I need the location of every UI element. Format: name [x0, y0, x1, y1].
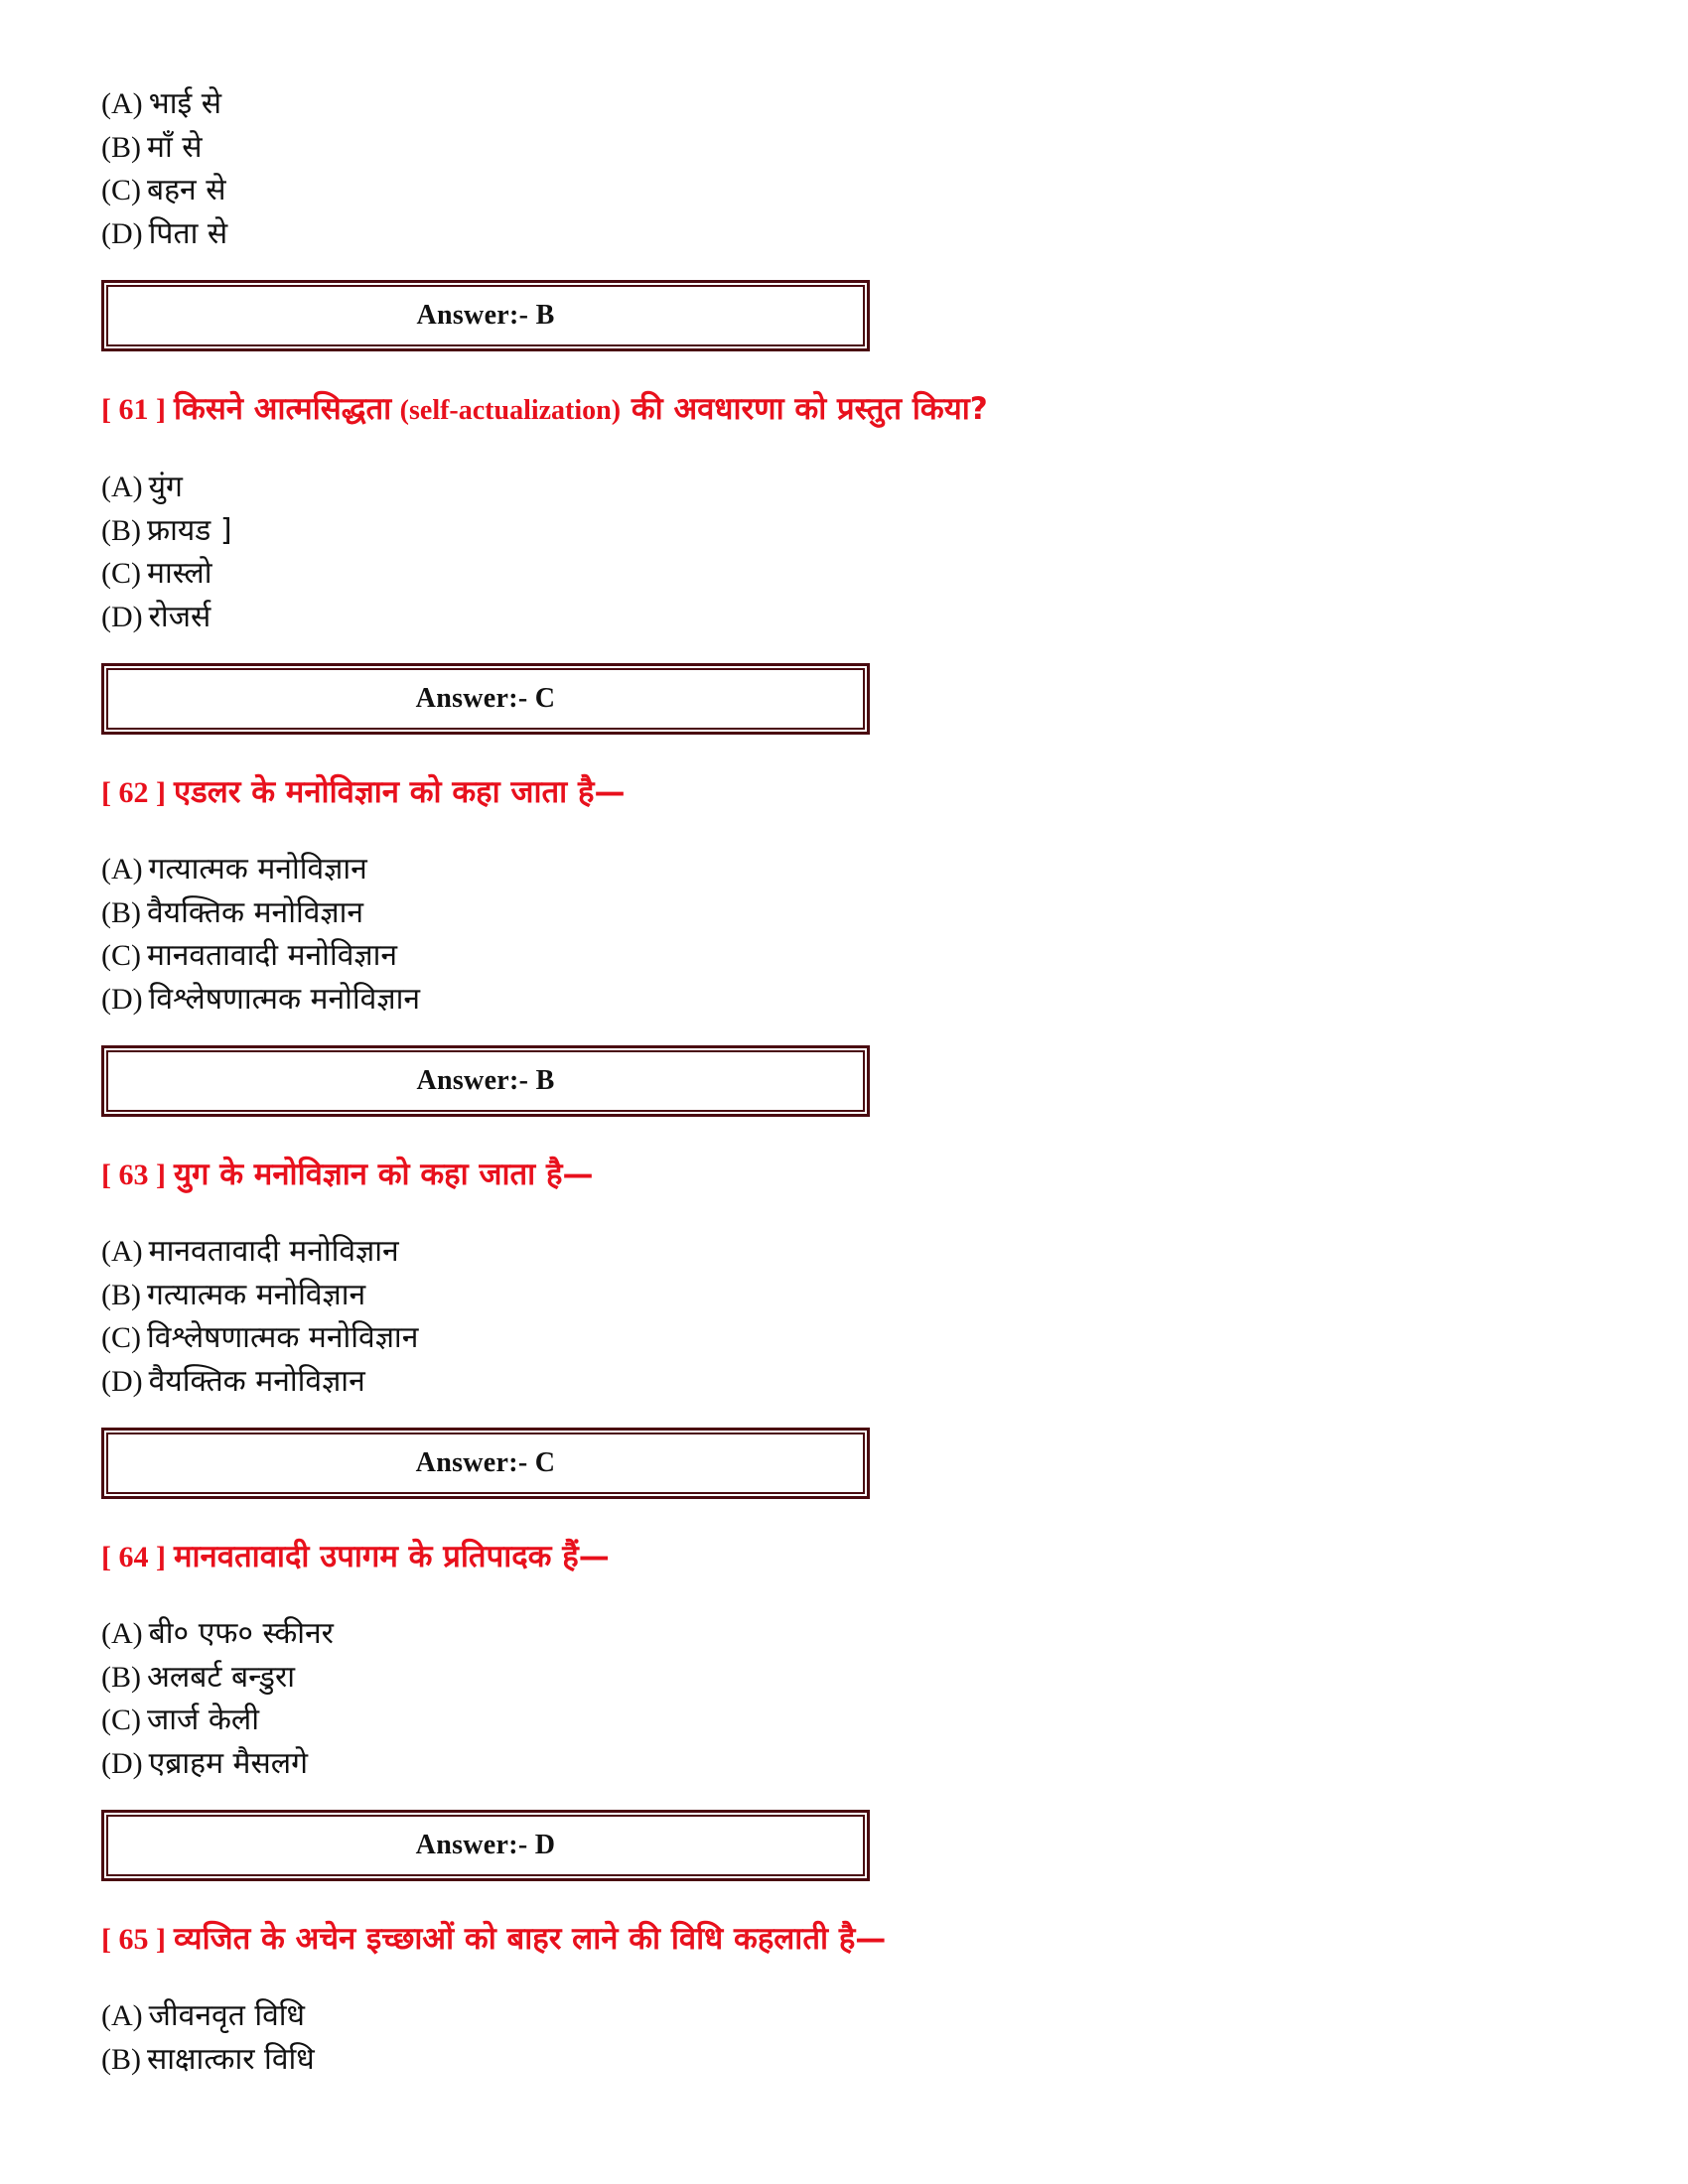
question-title	[101, 1537, 1591, 1577]
option-letter: (C)	[101, 557, 141, 590]
option-letter: (A)	[101, 1617, 143, 1650]
option-b	[101, 890, 1591, 934]
question-block-61	[101, 389, 1591, 735]
option-letter: (C)	[101, 1321, 141, 1354]
question-text: किसने आत्मसिद्धता	[173, 391, 392, 427]
options-list	[101, 1611, 1591, 1784]
option-text: मानवतावादी मनोविज्ञान	[148, 1234, 399, 1269]
option-letter: (A)	[101, 853, 143, 886]
option-letter: (B)	[101, 1278, 141, 1311]
option-text: विश्लेषणात्मक मनोविज्ञान	[148, 981, 421, 1017]
option-text: पिता से	[148, 215, 228, 251]
option-c	[101, 551, 1591, 595]
question-block-64	[101, 1537, 1591, 1881]
option-text: गत्यात्मक मनोविज्ञान	[147, 1277, 366, 1312]
option-letter: (B)	[101, 513, 141, 547]
option-c	[101, 168, 1591, 211]
option-a	[101, 81, 1591, 125]
answer-label: Answer:- D	[106, 1815, 865, 1876]
option-text: रोजर्स	[148, 599, 211, 634]
answer-label: Answer:- C	[106, 668, 865, 730]
option-text: फ्रायड ]	[147, 512, 232, 548]
options-list	[101, 81, 1591, 254]
options-list	[101, 1229, 1591, 1402]
option-text: विश्लेषणात्मक मनोविज्ञान	[147, 1320, 419, 1355]
question-number: [ 62 ]	[101, 776, 166, 809]
option-text: युंग	[148, 470, 183, 504]
option-d	[101, 977, 1591, 1021]
question-title	[101, 389, 1591, 431]
option-d	[101, 1741, 1591, 1785]
option-a	[101, 1611, 1591, 1655]
option-text: एब्राहम मैसलगे	[148, 1745, 309, 1781]
option-letter: (A)	[101, 87, 143, 120]
question-text: युग के मनोविज्ञान को कहा जाता है—	[173, 1157, 594, 1192]
question-number: [ 65 ]	[101, 1923, 166, 1956]
option-letter: (A)	[101, 1235, 143, 1268]
option-letter: (A)	[101, 471, 143, 503]
option-letter: (D)	[101, 600, 143, 633]
question-block-62	[101, 772, 1591, 1117]
option-b	[101, 508, 1591, 552]
option-d	[101, 595, 1591, 638]
option-letter: (D)	[101, 1364, 143, 1398]
option-a	[101, 1229, 1591, 1273]
answer-label: Answer:- B	[106, 1050, 865, 1112]
question-text: व्यजित के अचेन इच्छाओं को बाहर लाने की विधि कहलाती है—	[173, 1921, 887, 1957]
option-text: वैयक्तिक मनोविज्ञान	[147, 894, 364, 930]
option-a	[101, 465, 1591, 508]
option-letter: (A)	[101, 1999, 143, 2032]
option-b	[101, 1273, 1591, 1316]
option-letter: (D)	[101, 216, 143, 250]
option-text: गत्यात्मक मनोविज्ञान	[148, 852, 367, 887]
option-d	[101, 1359, 1591, 1403]
option-letter: (B)	[101, 895, 141, 929]
option-c	[101, 1698, 1591, 1741]
option-text: मानवतावादी मनोविज्ञान	[147, 938, 398, 973]
question-block-65	[101, 1919, 1591, 2080]
question-title	[101, 772, 1591, 813]
option-b	[101, 125, 1591, 169]
question-text-latin: (self-actualization)	[399, 395, 622, 426]
options-list	[101, 847, 1591, 1020]
question-text-after: की अवधारणा को प्रस्तुत किया?	[621, 391, 988, 427]
answer-label: Answer:- C	[106, 1433, 865, 1494]
question-title	[101, 1155, 1591, 1195]
options-list	[101, 1993, 1591, 2080]
option-d	[101, 211, 1591, 255]
option-letter: (C)	[101, 939, 141, 972]
question-text: एडलर के मनोविज्ञान को कहा जाता है—	[173, 774, 626, 810]
option-text: वैयक्तिक मनोविज्ञान	[148, 1363, 365, 1399]
option-text: मास्लो	[147, 556, 212, 591]
option-c	[101, 933, 1591, 977]
question-block-63	[101, 1155, 1591, 1499]
answer-box	[101, 1428, 870, 1499]
option-a	[101, 847, 1591, 890]
question-number: [ 63 ]	[101, 1159, 166, 1191]
document-page	[101, 81, 1591, 2080]
answer-box	[101, 1045, 870, 1117]
option-letter: (D)	[101, 982, 143, 1016]
option-text: साक्षात्कार विधि	[147, 2041, 315, 2077]
option-text: जार्ज केली	[147, 1703, 259, 1737]
question-title	[101, 1919, 1591, 1960]
option-c	[101, 1315, 1591, 1359]
question-block-partial	[101, 81, 1591, 351]
option-text: भाई से	[148, 86, 222, 121]
option-letter: (B)	[101, 130, 141, 164]
question-text: मानवतावादी उपागम के प्रतिपादक हैं—	[173, 1539, 610, 1574]
answer-label: Answer:- B	[106, 285, 865, 346]
options-list	[101, 465, 1591, 637]
option-text: अलबर्ट बन्डुरा	[147, 1659, 296, 1695]
option-a	[101, 1993, 1591, 2037]
answer-box	[101, 1810, 870, 1881]
option-text: बहन से	[147, 173, 226, 207]
option-b	[101, 2037, 1591, 2081]
option-letter: (B)	[101, 1660, 141, 1694]
option-text: माँ से	[147, 129, 203, 165]
option-text: जीवनवृत विधि	[148, 1998, 306, 2033]
answer-box	[101, 663, 870, 735]
option-letter: (D)	[101, 1746, 143, 1780]
option-letter: (C)	[101, 1704, 141, 1736]
option-text: बी० एफ० स्कीनर	[148, 1616, 334, 1651]
option-b	[101, 1655, 1591, 1699]
option-letter: (C)	[101, 174, 141, 206]
answer-box	[101, 280, 870, 351]
question-number: [ 64 ]	[101, 1541, 166, 1573]
question-number: [ 61 ]	[101, 393, 166, 426]
option-letter: (B)	[101, 2042, 141, 2076]
